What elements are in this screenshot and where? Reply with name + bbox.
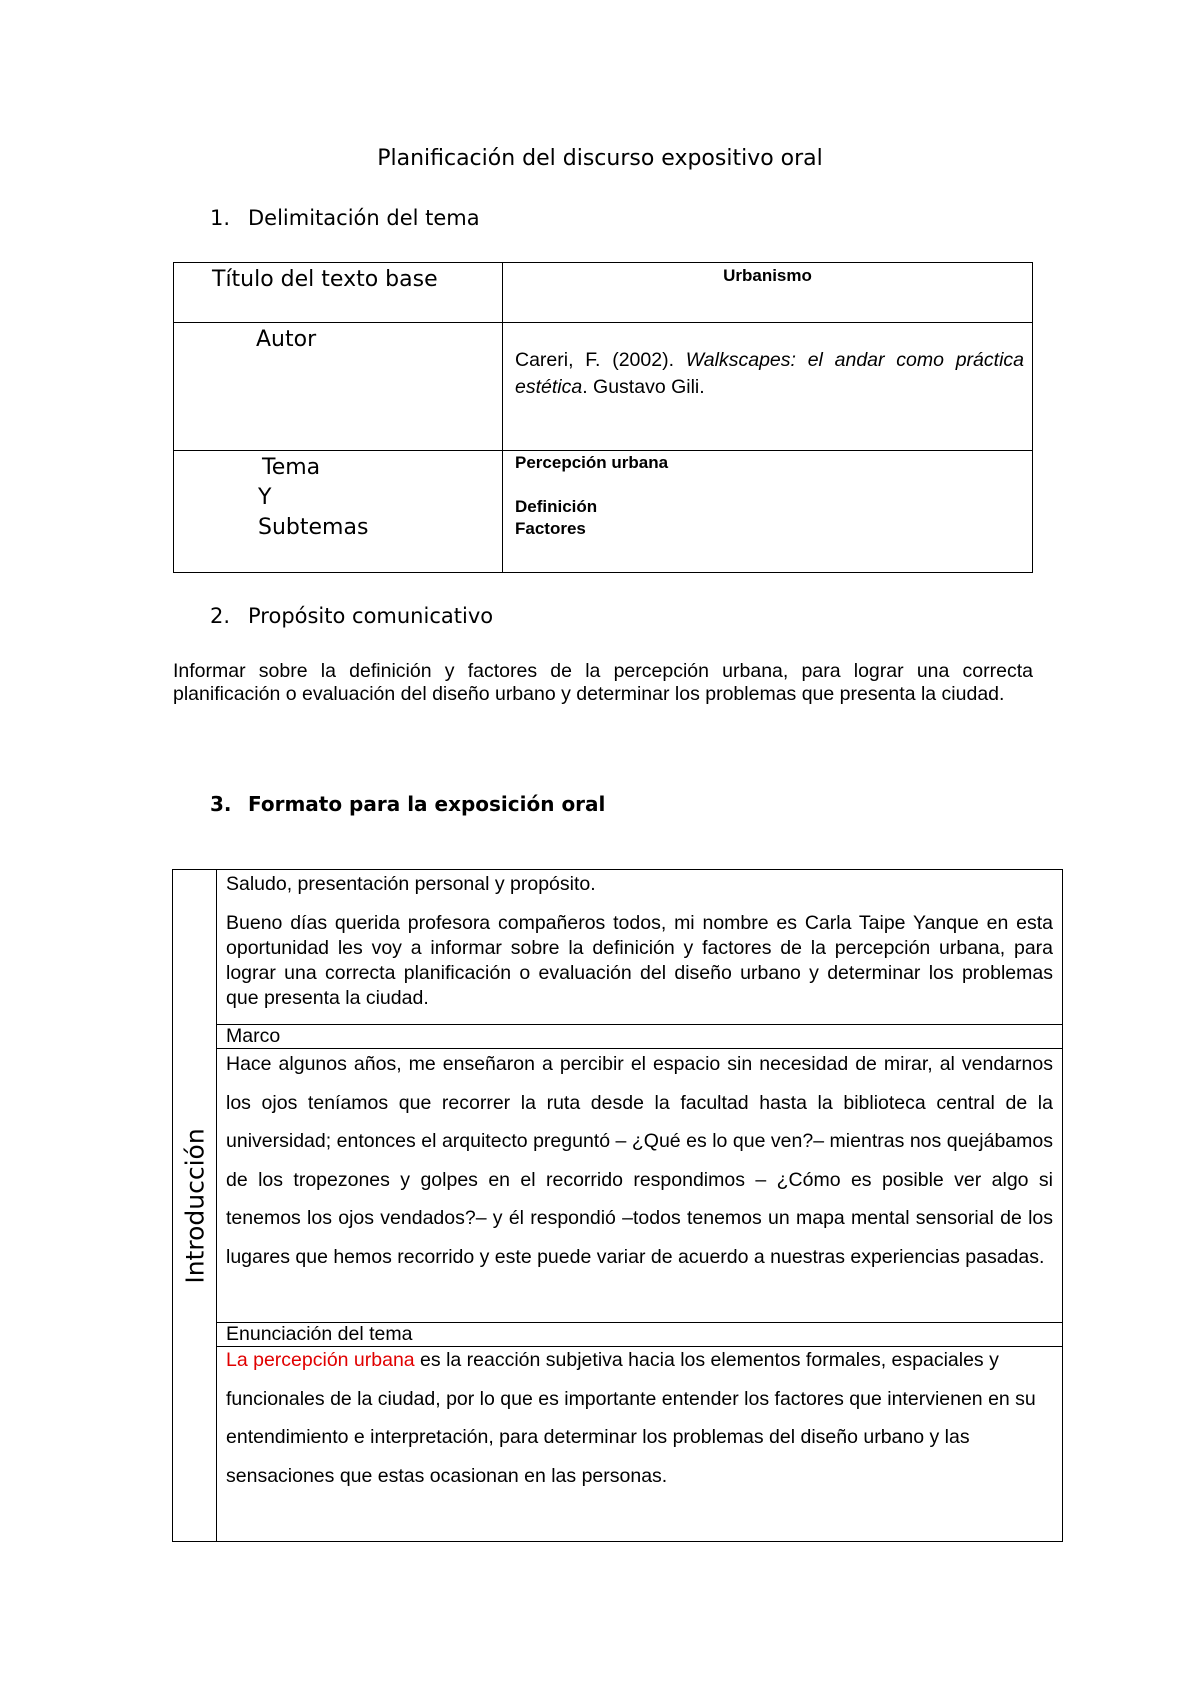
enunciacion-text-cell (217, 1347, 1063, 1542)
section-3-heading (210, 792, 605, 816)
saludo-text: Bueno días querida profesora compañeros todos, mi nombre es Carla Taipe Yanque en esta oportunidad les voy a informar sobre la definición y factores de la percepción urbana, para lograr una correcta planificación o evaluación del diseño urbano y determinar los problemas que presenta la ciudad. (226, 912, 1053, 1009)
titulo-value-cell (503, 263, 1033, 323)
marco-text-cell (217, 1049, 1063, 1323)
topic-table (173, 262, 1033, 573)
autor-label-cell (174, 323, 503, 451)
exposition-format-table (172, 869, 1063, 1542)
marco-text: Hace algunos años, me enseñaron a percibir el espacio sin necesidad de mirar, al vendarnos los ojos teníamos que recorrer la ruta desde la facultad hasta la biblioteca central de la universidad; entonces el arquitecto preguntó – ¿Qué es lo que ven?– mientras nos quejábamos de los tropezones y golpes en el recorrido respondimos – ¿Cómo es posible ver algo si tenemos los ojos vendados?– y él respondió –todos tenemos un mapa mental sensorial de los lugares que hemos recorrido y este puede variar de acuerdo a nuestras experiencias pasadas. (226, 1053, 1053, 1268)
saludo-heading: Saludo, presentación personal y propósito. (226, 873, 596, 895)
section-1-number: 1. (210, 206, 231, 230)
enunciacion-text (226, 1341, 1053, 1495)
titulo-label-cell (174, 263, 503, 323)
marco-heading: Marco (217, 1025, 1063, 1049)
tema-value: Percepción urbana (515, 453, 669, 472)
page-title: Planificación del discurso expositivo oral (377, 146, 823, 171)
tema-label (174, 451, 502, 543)
table-row-enunciacion-text (173, 1347, 1063, 1542)
introduccion-label: Introducción (180, 1127, 209, 1284)
citation-prefix: Careri, F. (2002). (515, 349, 686, 371)
table-row-tema (174, 451, 1033, 573)
highlighted-term: La percepción urbana (226, 1349, 415, 1371)
section-3-number: 3. (210, 792, 232, 816)
purpose-paragraph: Informar sobre la definición y factores de la percepción urbana, para lograr una correcta planificación o evaluación del diseño urbano y determinar los problemas que presenta la ciudad. (173, 660, 1033, 705)
saludo-cell (217, 870, 1063, 1025)
autor-citation (503, 323, 1032, 401)
section-2-heading (210, 604, 493, 628)
tema-label-cell (174, 451, 503, 573)
table-row-titulo (174, 263, 1033, 323)
tema-label-line3: Subtemas (258, 515, 369, 540)
section-1-title: Delimitación del tema (248, 206, 480, 230)
tema-value-cell (503, 451, 1033, 573)
autor-value-cell (503, 323, 1033, 451)
table-row-autor (174, 323, 1033, 451)
titulo-value: Urbanismo (723, 266, 812, 285)
list-item: Definición (515, 497, 598, 516)
autor-label: Autor (256, 327, 317, 352)
tema-label-line1: Tema (262, 455, 321, 480)
citation-work-title: Walkscapes: el andar como práctica estética (515, 349, 1024, 398)
introduccion-side-cell (173, 870, 217, 1542)
list-item: Factores (515, 519, 586, 538)
titulo-label: Título del texto base (212, 267, 438, 292)
section-1-heading (210, 206, 480, 230)
enunciacion-body: es la reacción subjetiva hacia los elementos formales, espaciales y funcionales de la ciudad, por lo que es importante entender los factores que intervienen en su entendimiento e interpretación, para determinar los problemas del diseño urbano y las sensaciones que estas ocasionan en las personas. (226, 1349, 1036, 1487)
tema-label-line2: Y (258, 485, 272, 510)
section-3-title: Formato para la exposición oral (248, 792, 606, 816)
section-2-number: 2. (210, 604, 231, 628)
table-row-marco-text (173, 1049, 1063, 1323)
table-row-saludo (173, 870, 1063, 1025)
section-2-title: Propósito comunicativo (248, 604, 494, 628)
citation-suffix: . Gustavo Gili. (582, 376, 705, 398)
subtemas-list (503, 473, 1032, 540)
enunciacion-heading: Enunciación del tema (217, 1323, 1063, 1347)
